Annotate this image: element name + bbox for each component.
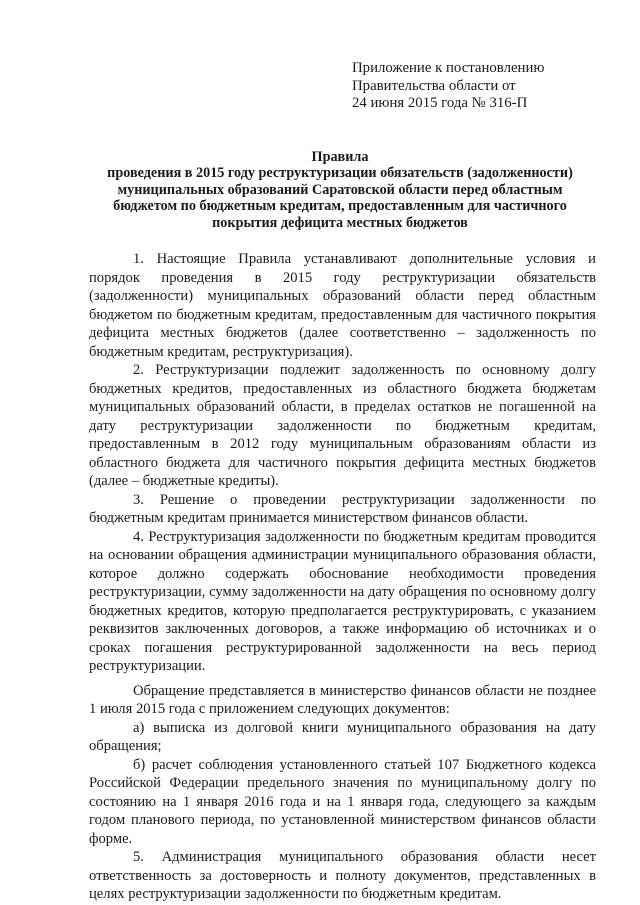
appendix-note xyxy=(352,60,622,113)
appendix-line: Приложение к постановлению xyxy=(352,60,545,76)
appendix-line: 24 июня 2015 года № 316-П xyxy=(352,95,528,111)
paragraph-3: 3. Решение о проведении реструктуризации задолженности по бюджетным кредитам принимается министерством финансов области. xyxy=(89,491,596,526)
title-line: муниципальных образований Саратовской области перед областным xyxy=(117,181,563,198)
title-line: проведения в 2015 году реструктуризации обязательств (задолженности) xyxy=(107,165,573,182)
document-body xyxy=(89,250,596,904)
paragraph-5: Обращение представляется в министерство финансов области не позднее 1 июля 2015 года с приложением следующих документов: xyxy=(89,682,596,717)
title-line: бюджетом по бюджетным кредитам, предоставленным для частичного xyxy=(113,198,567,215)
paragraph-8: 5. Администрация муниципального образования области несет ответственность за достоверность и полноту документов, представленных в целях реструктуризации задолженности по бюджетным кредитам. xyxy=(89,849,596,902)
paragraph-6: а) выписка из долговой книги муниципального образования на дату обращения; xyxy=(89,719,596,754)
paragraph-7: б) расчет соблюдения установленного статьей 107 Бюджетного кодекса Российской Федерации предельного значения по муниципальному долгу по состоянию на 1 января 2016 года и на 1 января года, следующего за каждым годом планового периода, по установленной министерством финансов области форме. xyxy=(89,756,596,847)
title-heading: Правила xyxy=(311,149,369,165)
paragraph-4: 4. Реструктуризация задолженности по бюджетным кредитам проводится на основании обращения администрации муниципального образования области, которое должно содержать обоснование необходимости проведения реструктуризации, сумму задолженности на дату обращения по основному долгу бюджетных кредитов, которую предполагается реструктурировать, с указанием реквизитов заключенных договоров, а также информацию об источниках и о сроках погашения реструктурированной задолженности на весь период реструктуризации. xyxy=(89,528,596,674)
appendix-line: Правительства области от xyxy=(352,77,516,94)
document-title xyxy=(80,149,600,231)
title-line: покрытия дефицита местных бюджетов xyxy=(212,214,468,231)
paragraph-2: 2. Реструктуризации подлежит задолженность по основному долгу бюджетных кредитов, предоставленных из областного бюджета бюджетам муниципальных образований области, в пределах остатков не погашенной на дату реструктуризации задолженности по бюджетным кредитам, предоставленным в 2012 году муниципальным образованиям области из областного бюджета для частичного покрытия дефицита местных бюджетов (далее – бюджетные кредиты). xyxy=(89,362,596,489)
paragraph-1: 1. Настоящие Правила устанавливают дополнительные условия и порядок проведения в 2015 году реструктуризации обязательств (задолженности) муниципальных образований области перед областным бюджетом по бюджетным кредитам, предоставленным для частичного покрытия дефицита местных бюджетов (далее соответственно – задолженность по бюджетным кредитам, реструктуризация). xyxy=(89,251,596,360)
